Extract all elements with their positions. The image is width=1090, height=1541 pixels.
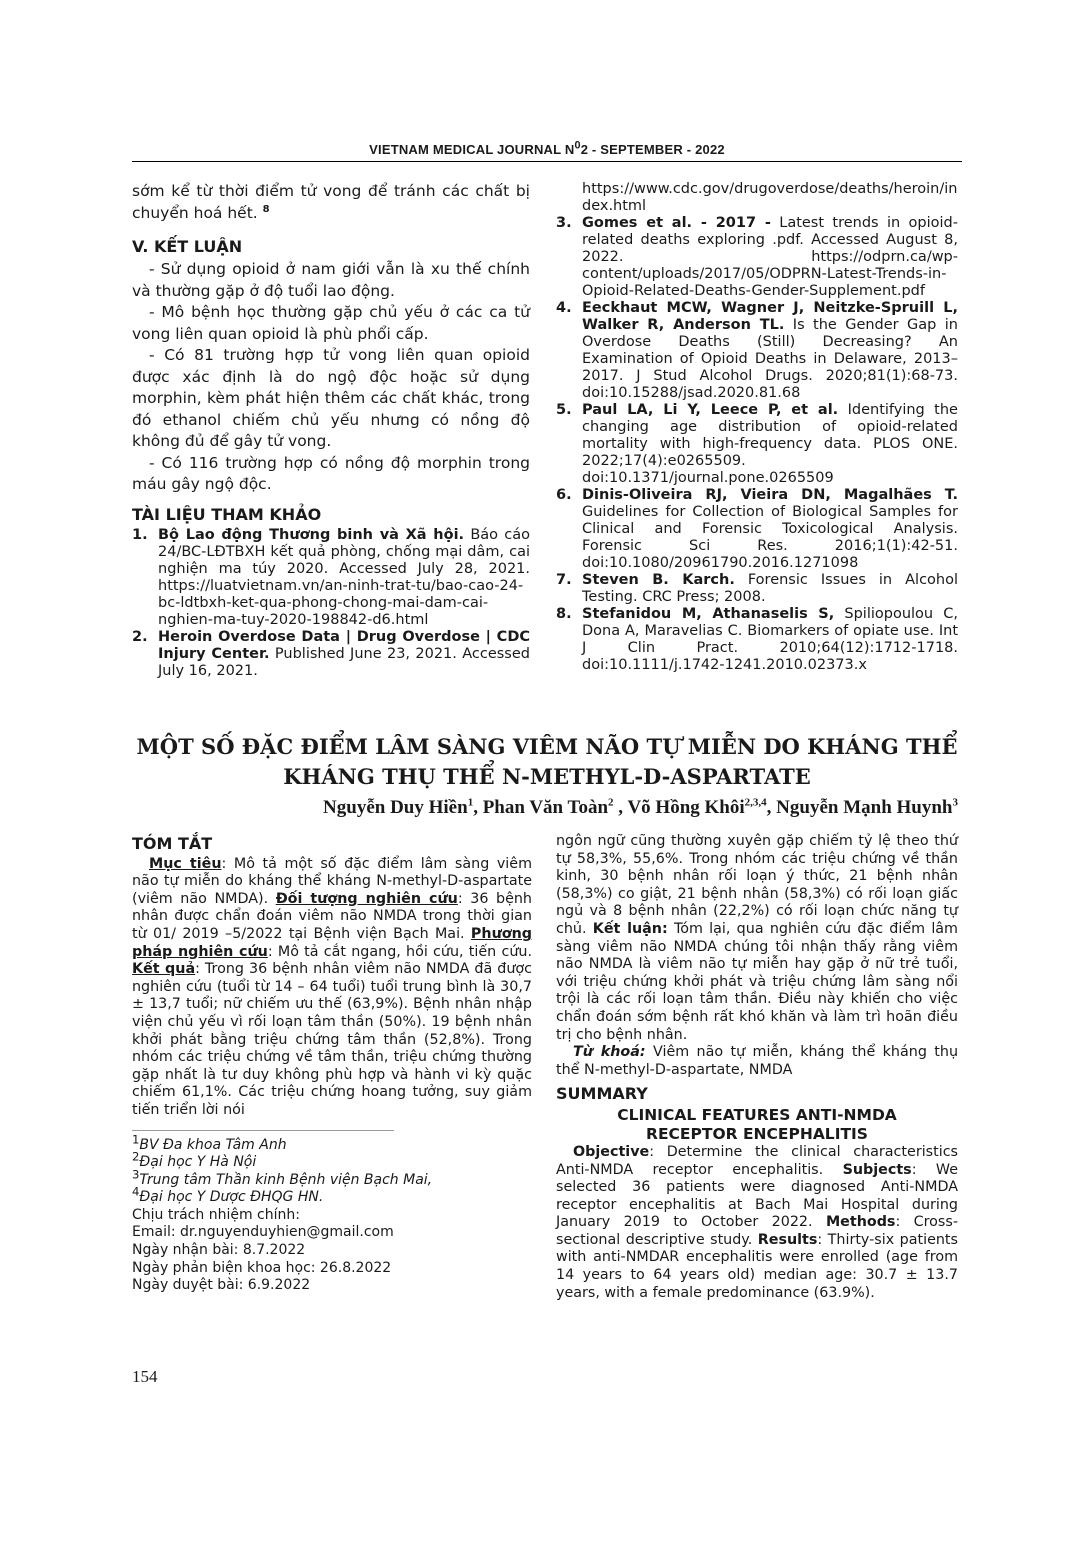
reference-text [158,527,530,629]
abstract-label: Subjects [842,1161,912,1178]
reference-details: Báo cáo 24/BC-LĐTBXH kết quả phòng, chống mại dâm, cai nghiện ma túy 2020. Accessed July 28, 2021. https://luatvietnam.vn/an-ninh-trat-tu/bao-cao-24-bc-ldtbxh-ket-qua-phong-chong-mai-dam-cai-nghien-ma-tuy-2020-198842-d6.html [158,526,531,628]
reference-item [556,181,958,215]
reference-number: 6. [556,487,572,503]
author-name: Phan Văn Toàn [482,797,609,818]
footnote-rule [132,1130,394,1131]
reference-authors: Heroin Overdose Data | Drug Overdose | CDC Injury Center. [158,628,530,662]
reference-item [556,402,958,487]
summary-text [556,1144,958,1302]
footnote-line: Ngày phản biện khoa học: 26.8.2022 [132,1259,392,1276]
reference-text [582,402,958,487]
conclusion-item: - Mô bệnh học thường gặp chủ yếu ở các ca tử vong liên quan opioid là phù phổi cấp. [132,303,530,343]
footnote-text: Đại học Y Hà Nội [139,1154,257,1171]
conclusion-item: - Có 116 trường hợp có nồng độ morphin trong máu gây ngộ độc. [132,453,530,493]
abstract-run: Tóm lại, qua nghiên cứu đặc điểm lâm sàng viêm não NMDA chúng tôi nhận thấy rằng viêm não NMDA là viêm não tự miễn hay gặp ở nữ trẻ tuổi, với triệu chứng khởi phát và triệu chứng lâm sàng nổi trội là các rối loạn tâm thần. Điều này khiến cho việc chẩn đoán sớm bệnh rất khó khăn và làm trì hoãn điều trị cho bệnh nhân. [556,920,958,1043]
conclusion-item: - Có 81 trường hợp tử vong liên quan opioid được xác định là do ngộ độc hoặc sử dụng morphin, kèm phát hiện thêm các chất khác, trong đó ethanol chiếm chủ yếu nhưng có nồng độ không đủ để gây tử vong. [132,346,530,450]
reference-details: https://www.cdc.gov/drugoverdose/deaths/heroin/index.html [582,181,958,214]
author-separator: , [473,797,483,818]
reference-number: 2. [132,628,148,645]
references-heading: TÀI LIỆU THAM KHẢO [132,504,322,524]
footnote-marker: 3 [132,1167,140,1182]
reference-item [556,215,958,300]
reference-number: 3. [556,215,572,231]
author-affiliation: 1 [467,796,474,809]
author-affiliation: 2 [608,796,614,809]
reference-text [158,629,530,680]
abstract-heading: TÓM TẮT [132,834,213,853]
reference-details: Identifying the changing age distribution of opioid-related mortality with high-frequency data. PLOS ONE. 2022;17(4):e0265509. doi:10.1371/journal.pone.0265509 [582,402,958,486]
reference-text [582,181,958,215]
journal-header: VIETNAM MEDICAL JOURNAL $N^02$ - SEPTEMBER - 2022 [369,139,725,157]
abstract-label: Mục tiêu [149,855,222,872]
article-title: MỘT SỐ ĐẶC ĐIỂM LÂM SÀNG VIÊM NÃO TỰ MIỄN DO KHÁNG THỂ KHÁNG THỤ THỂ N-METHYL-D-ASPARTATE [136,734,958,789]
affiliation-footnote [132,1149,532,1172]
reference-details: Guidelines for Collection of Biological Samples for Clinical and Forensic Toxicological Analysis. Forensic Sci Res. 2016;1(1):42-51. doi:10.1080/20961790.2016.1271098 [582,504,958,571]
footnote-marker: 2 [132,1149,140,1164]
abstract-label: Phương pháp nghiên cứu [132,925,532,960]
author-name: Nguyễn Duy Hiền [323,797,468,818]
reference-authors: Bộ Lao động Thương binh và Xã hội. [158,526,465,543]
reference-text [582,215,958,300]
conclusion-heading: V. KẾT LUẬN [132,237,243,256]
abstract-run: : Mô tả cắt ngang, hồi cứu, tiến cứu. [267,943,533,960]
reference-item [556,487,958,572]
summary-heading: SUMMARY [556,1084,648,1104]
abstract-right-column [556,833,958,1302]
page-number: 154 [132,1367,158,1386]
footnote-line: Email: dr.nguyenduyhien@gmail.com [132,1224,394,1241]
affiliation-footnote [132,1184,532,1207]
reference-authors: Eeckhaut MCW, Wagner J, Neitzke-Spruill L, Walker R, Anderson TL. [582,300,958,333]
abstract-label: Đối tượng nghiên cứu [275,890,458,907]
reference-details: Published June 23, 2021. Accessed July 16, 2021. [158,645,530,679]
prev-article-intro: sớm kể từ thời điểm tử vong để tránh các chất bị chuyển hoá hết. $^8$ [132,182,530,222]
reference-text [582,572,958,606]
footnote-text: Đại học Y Dược ĐHQG HN. [139,1189,324,1206]
author-line [323,797,958,819]
reference-item [556,572,958,606]
abstract-label: Kết luận: [592,920,668,937]
reference-authors: Dinis-Oliveira RJ, Vieira DN, Magalhães T. [582,487,958,503]
conclusion-list [132,259,530,496]
abstract-left-column [132,835,532,1295]
reference-authors: Stefanidou M, Athanaselis S, [582,606,835,622]
correspondence-info [132,1207,532,1295]
abstract-label: Kết quả [132,961,196,978]
author-separator: , [766,797,777,818]
references-list-right [556,181,958,674]
footnote-text: BV Đa khoa Tâm Anh [139,1136,287,1153]
reference-number: 7. [556,572,572,588]
reference-details: Latest trends in opioid-related deaths exploring .pdf. Accessed August 8, 2022. https://odprn.ca/wp-content/uploads/2017/05/ODPRN-Latest-Trends-in-Opioid-Related-Deaths-Gender-Supplement.pdf [582,215,958,299]
prev-article-left-column [132,181,530,680]
abstract-run: : We selected 36 patients were diagnosed Anti-NMDA receptor encephalitis at Bach Mai Hospital during January 2019 to October 2022. [556,1161,958,1231]
footnote-line: Chịu trách nhiệm chính: [132,1206,300,1223]
prev-article-right-column [556,181,958,674]
reference-text [582,606,958,674]
abstract-run: ngôn ngữ cũng thường xuyên gặp chiếm tỷ lệ theo thứ tự 58,3%, 55,6%. Trong nhóm các triệu chứng về thần kinh, 30 bệnh nhân rối loạn ý thức, 21 bệnh nhân (58,3%) co giật, 21 bệnh nhân (58,3%) có rối loạn giấc ngủ và 8 bệnh nhân (22,2%) có rối loạn chức năng tự chủ. [556,833,958,937]
reference-item [556,606,958,674]
footnote-marker: 1 [132,1131,140,1146]
author-name: Nguyễn Mạnh Huynh [776,797,953,818]
abstract-text-right [556,833,958,1044]
reference-item [556,300,958,402]
author-name: Võ Hồng Khôi [627,797,745,818]
abstract-run: : Cross-sectional descriptive study. [556,1214,958,1248]
reference-authors: Gomes et al. - 2017 - [582,215,771,231]
author-separator: , [613,797,628,818]
reference-item [132,527,530,629]
footnote-line: Ngày nhận bài: 8.7.2022 [132,1242,306,1259]
reference-text [582,487,958,572]
footnote-text: Trung tâm Thần kinh Bệnh viện Bạch Mai, [139,1171,433,1188]
abstract-run: : Thirty-six patients with anti-NMDAR encephalitis were enrolled (age from 14 years to 64 years old) median age: 30.7 ± 13.7 years, with a female predominance (63.9%). [556,1231,958,1301]
keywords: Từ khoá: Viêm não tự miễn, kháng thể kháng thụ thể N-methyl-D-aspartate, NMDA [556,1044,958,1078]
reference-authors: Steven B. Karch. [582,572,735,588]
reference-number: 1. [132,526,148,543]
reference-number [556,181,582,215]
footnote-line: Ngày duyệt bài: 6.9.2022 [132,1277,311,1294]
abstract-run: : Trong 36 bệnh nhân viêm não NMDA đã được nghiên cứu (tuổi từ 14 – 64 tuổi) tuổi trung bình là 30,7 ± 13,7 tuổi; nữ chiếm ưu thế (63,9%). Bệnh nhân nhập viện chủ yếu vì rối loạn tâm thần (50%). 19 bệnh nhân khởi phát bằng triệu chứng tâm thần (52,8%). Trong nhóm các triệu chứng về tâm thần, triệu chứng thường gặp nhất là tư duy không phù hợp và hành vi kỳ quặc chiếm 61,1%. Các triệu chứng hoang tưởng, suy giảm tiến triển lời nói [132,961,532,1118]
abstract-run: : Mô tả một số đặc điểm lâm sàng viêm não tự miễn do kháng thể kháng N-methyl-D-aspartate (viêm não NMDA). [132,855,532,907]
summary-title: CLINICAL FEATURES ANTI-NMDA RECEPTOR ENCEPHALITIS [617,1105,897,1143]
reference-details: Forensic Issues in Alcohol Testing. CRC Press; 2008. [582,572,959,605]
reference-text [582,300,958,402]
reference-number: 4. [556,300,572,316]
reference-number: 5. [556,402,572,418]
affiliation-footnote [132,1167,532,1190]
footnote-marker: 4 [132,1184,140,1199]
affiliation-footnotes [132,1131,532,1207]
abstract-run: : Determine the clinical characteristics Anti-NMDA receptor encephalitis. [556,1143,958,1178]
abstract-run: : 36 bệnh nhân được chẩn đoán viêm não NMDA trong thời gian từ 01/ 2019 –5/2022 tại Bệnh viện Bạch Mai. [132,890,532,942]
abstract-label: Objective [573,1143,650,1160]
reference-details: Spiliopoulou C, Dona A, Maravelias C. Biomarkers of opiate use. Int J Clin Pract. 2010;64(12):1712-1718. doi:10.1111/j.1742-1241.2010.02373.x [582,606,958,673]
affiliation-footnote [132,1131,532,1155]
abstract-text-left [132,856,532,1120]
reference-item [132,629,530,680]
reference-number: 8. [556,606,572,622]
author-affiliation: 3 [952,796,958,809]
reference-details: Is the Gender Gap in Overdose Deaths (Still) Decreasing? An Examination of Opioid Deaths in Delaware, 2013–2017. J Stud Alcohol Drugs. 2020;81(1):68-73. doi:10.15288/jsad.2020.81.68 [582,317,958,401]
references-list-left [132,527,530,680]
abstract-label: Results [757,1231,818,1248]
author-affiliation: 2,3,4 [744,796,767,809]
conclusion-item: - Sử dụng opioid ở nam giới vẫn là xu thế chính và thường gặp ở độ tuổi lao động. [132,260,530,300]
header-rule [132,161,962,162]
abstract-label: Methods [825,1214,896,1231]
reference-authors: Paul LA, Li Y, Leece P, et al. [582,402,839,418]
